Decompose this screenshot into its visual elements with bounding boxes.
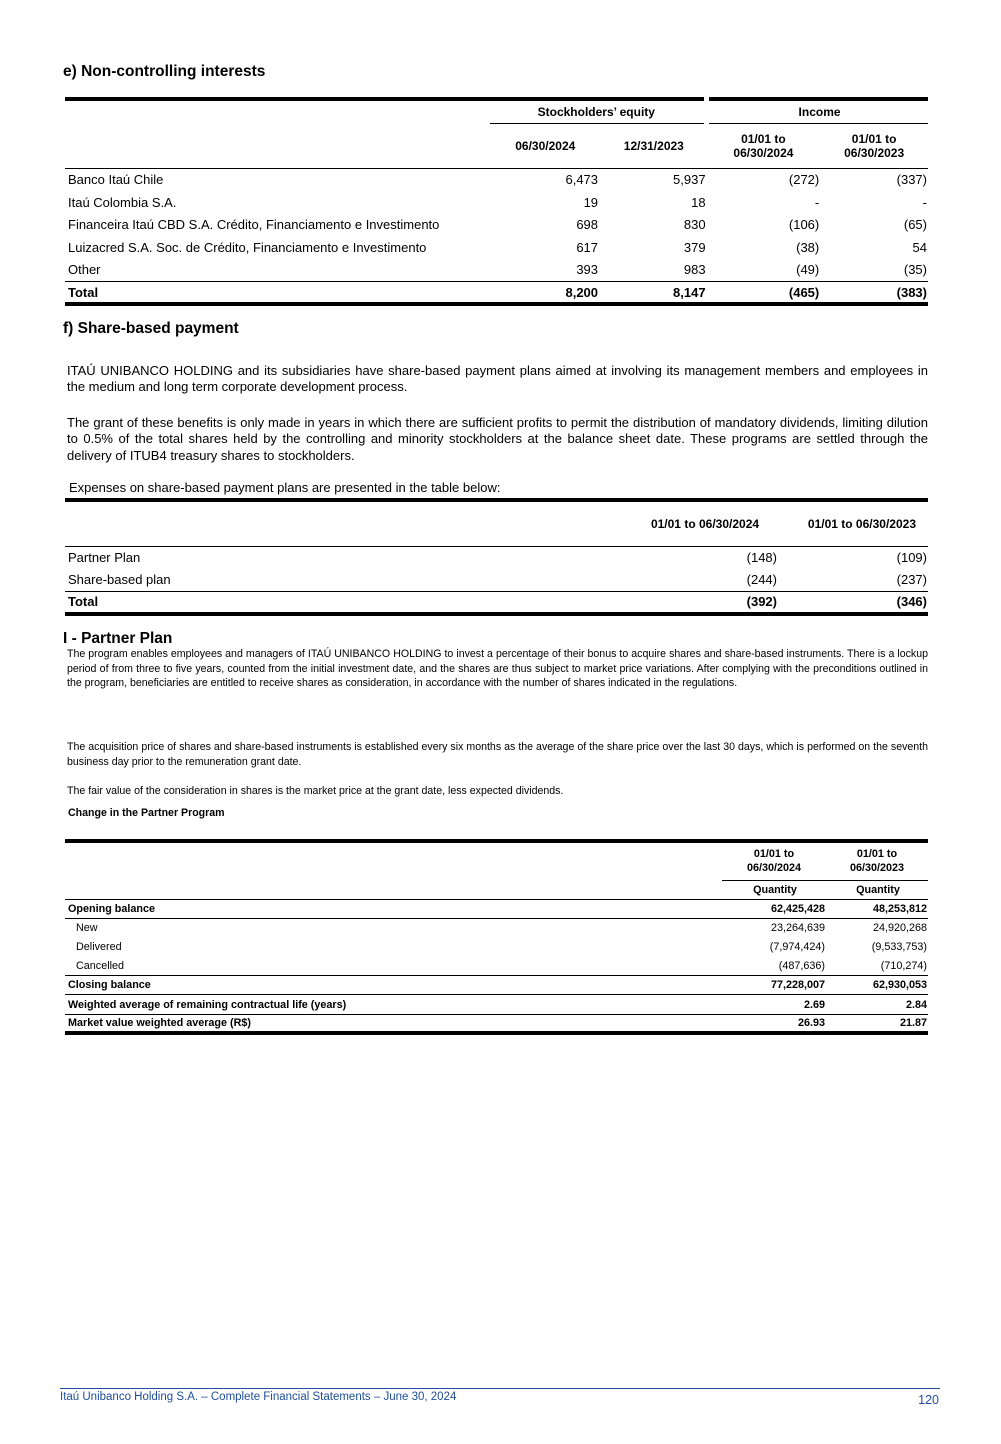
cell: 6,473 xyxy=(565,172,599,188)
cell: (9,533,753) xyxy=(871,940,927,953)
row-label: Delivered xyxy=(76,940,122,953)
cell: 19 xyxy=(583,194,599,210)
paragraph: The program enables employees and managers of ITAÚ UNIBANCO HOLDING to invest a percentage of their bonus to acquire shares and share-based instruments. There is a lockup period of from three to five years, counted from the initial investment date, and the shares are thus subject to market price variations. After complying with the preconditions outlined in the program, beneficiaries are entitled to receive shares as consideration, in accordance with the number of shares indicated in the regulations. xyxy=(67,648,928,690)
col-header: 01/01 to 06/30/2023 xyxy=(807,516,916,531)
group-header-equity: Stockholders’ equity xyxy=(490,99,707,123)
table-row xyxy=(65,569,928,592)
table-intro: Expenses on share-based payment plans are presented in the table below: xyxy=(69,480,501,495)
cell: 21.87 xyxy=(826,1014,928,1033)
row-label: Weighted average of remaining contractual life (years) xyxy=(65,995,722,1014)
footer-text: Itaú Unibanco Holding S.A. – Complete Financial Statements – June 30, 2024 xyxy=(60,1391,457,1403)
cell: (346) xyxy=(778,591,928,614)
cell: (237) xyxy=(896,572,927,588)
quantity-header: Quantity xyxy=(722,880,826,899)
cell: (272) xyxy=(788,172,820,188)
cell: 393 xyxy=(576,262,599,278)
cell: (35) xyxy=(903,262,927,278)
table-row xyxy=(65,546,928,569)
cell: (38) xyxy=(796,239,820,255)
table-title: Change in the Partner Program xyxy=(68,807,225,819)
market-value-row xyxy=(65,1014,928,1033)
cell: 8,200 xyxy=(490,281,600,304)
total-row xyxy=(65,281,928,304)
row-label: Luizacred S.A. Soc. de Crédito, Financiamento e Investimento xyxy=(68,239,427,255)
cell: (392) xyxy=(630,591,778,614)
section-f-heading: f) Share-based payment xyxy=(63,320,239,337)
cell: 48,253,812 xyxy=(872,902,927,915)
row-label: Itaú Colombia S.A. xyxy=(68,194,177,210)
total-row xyxy=(65,591,928,614)
col-header: 06/30/2024 xyxy=(515,138,576,153)
paragraph: The grant of these benefits is only made in years in which there are sufficient profits to permit the distribution of mandatory dividends, limiting dilution to 0.5% of the total shares held by the controlling and minority stockholders at the balance sheet date. These programs are settled through the delivery of ITUB4 treasury shares to stockholders. xyxy=(67,415,928,463)
opening-balance-row xyxy=(65,899,928,918)
quantity-header: Quantity xyxy=(826,880,928,899)
row-label: Other xyxy=(68,262,101,278)
table-row xyxy=(65,259,928,282)
cell: 617 xyxy=(576,239,599,255)
paragraph: The acquisition price of shares and share-based instruments is established every six months as the average of the share price over the last 30 days, which is performed on the seventh business day prior to the remuneration grant date. xyxy=(67,741,928,768)
cell: (49) xyxy=(796,262,820,278)
cell: 77,228,007 xyxy=(722,976,826,995)
cell: 54 xyxy=(912,239,927,255)
share-based-expenses-table xyxy=(65,498,928,616)
cell: 62,930,053 xyxy=(826,976,928,995)
row-label: New xyxy=(65,918,722,937)
closing-balance-row xyxy=(65,976,928,995)
table-row xyxy=(65,168,928,191)
row-label: Financeira Itaú CBD S.A. Crédito, Financiamento e Investimento xyxy=(68,217,440,233)
cell: 62,425,428 xyxy=(770,902,825,915)
cell: (337) xyxy=(896,172,927,188)
cell: (106) xyxy=(788,217,820,233)
table-row xyxy=(65,937,928,956)
col-header: 01/01 to 06/30/2024 xyxy=(733,131,794,160)
col-header: 01/01 to 06/30/2024 xyxy=(650,516,760,531)
cell: 18 xyxy=(691,194,706,210)
cell: (465) xyxy=(707,281,821,304)
cell: (109) xyxy=(896,550,927,566)
cell: (65) xyxy=(903,217,927,233)
group-header-income: Income xyxy=(707,99,928,123)
table-row xyxy=(65,236,928,259)
cell: - xyxy=(922,194,927,210)
cell: 379 xyxy=(683,239,706,255)
cell: 2.69 xyxy=(722,995,826,1014)
cell: (7,974,424) xyxy=(769,940,825,953)
table-row xyxy=(65,191,928,214)
col-header: 01/01 to 06/30/2023 xyxy=(849,848,905,875)
row-label: Cancelled xyxy=(76,959,125,972)
page-number: 120 xyxy=(918,1393,939,1407)
cell: 24,920,268 xyxy=(826,918,928,937)
row-label: Share-based plan xyxy=(68,572,171,588)
table-row xyxy=(65,918,928,937)
col-header: 01/01 to 06/30/2024 xyxy=(746,848,802,875)
col-header: 01/01 to 06/30/2023 xyxy=(844,131,905,160)
non-controlling-interests-table xyxy=(65,97,928,306)
row-label: Banco Itaú Chile xyxy=(68,172,164,188)
cell: 23,264,639 xyxy=(722,918,826,937)
cell: 698 xyxy=(576,217,599,233)
paragraph: ITAÚ UNIBANCO HOLDING and its subsidiaries have share-based payment plans aimed at involving its management members and employees in the medium and long term corporate development process. xyxy=(67,363,928,395)
partner-program-table xyxy=(65,839,928,1035)
cell: (148) xyxy=(746,550,777,566)
row-label: Closing balance xyxy=(65,976,722,995)
cell: 983 xyxy=(683,262,706,278)
cell: 2.84 xyxy=(826,995,928,1014)
cell: (244) xyxy=(746,572,777,588)
row-label: Total xyxy=(65,591,630,614)
contractual-life-row xyxy=(65,995,928,1014)
cell: - xyxy=(814,194,820,210)
paragraph: The fair value of the consideration in shares is the market price at the grant date, less expected dividends. xyxy=(67,785,564,797)
cell: 26.93 xyxy=(722,1014,826,1033)
table-row xyxy=(65,957,928,976)
row-label: Total xyxy=(65,281,490,304)
col-header: 12/31/2023 xyxy=(623,138,684,153)
cell: 8,147 xyxy=(599,281,707,304)
section-e-heading: e) Non-controlling interests xyxy=(63,63,266,80)
row-label: Market value weighted average (R$) xyxy=(65,1014,722,1033)
cell: (710,274) xyxy=(880,959,927,972)
cell: (487,636) xyxy=(778,959,825,972)
partner-plan-heading: I - Partner Plan xyxy=(63,630,173,647)
cell: (383) xyxy=(820,281,928,304)
row-label: Opening balance xyxy=(68,902,155,915)
cell: 830 xyxy=(683,217,706,233)
table-row xyxy=(65,213,928,236)
footer-divider xyxy=(60,1388,940,1389)
row-label: Partner Plan xyxy=(68,550,141,566)
cell: 5,937 xyxy=(673,172,706,188)
